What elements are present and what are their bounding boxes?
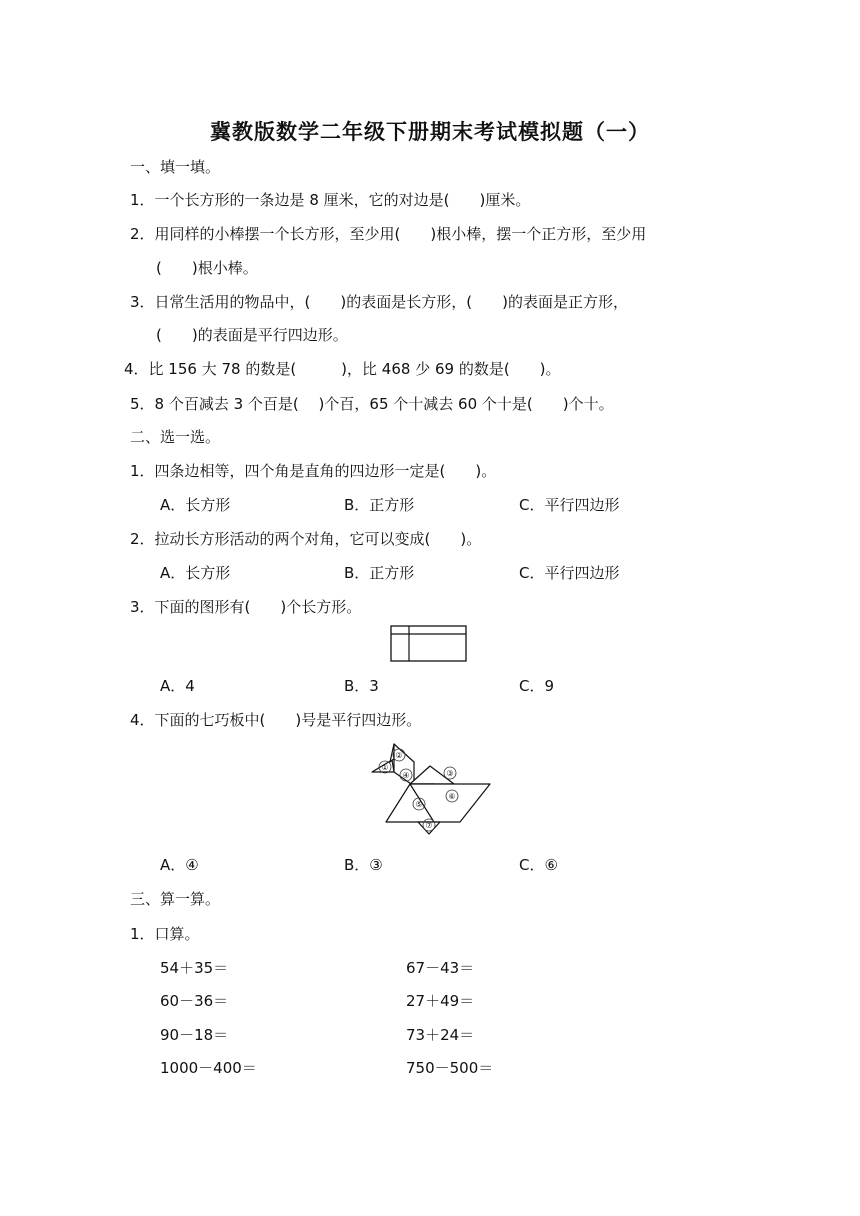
option-2-2-b: B．正方形: [344, 564, 415, 582]
option-2-1-a: A．长方形: [160, 496, 231, 514]
rectangle-figure: [389, 624, 469, 664]
option-2-3-a: A．4: [160, 677, 195, 695]
section-heading-calc: 三、算一算。: [130, 890, 221, 908]
tangram-piece-label: ①: [381, 763, 389, 772]
tangram-piece-label: ②: [395, 751, 403, 760]
option-2-3-c: C．9: [519, 677, 555, 695]
question-1-2-line-1: 2．用同样的小棒摆一个长方形，至少用( )根小棒，摆一个正方形，至少用: [130, 225, 647, 243]
option-2-4-c: C．⑥: [519, 856, 558, 874]
calc-item: 54＋35＝: [160, 959, 229, 977]
calc-item: 90－18＝: [160, 1026, 229, 1044]
calc-item: 73＋24＝: [406, 1026, 475, 1044]
section-heading-fill: 一、填一填。: [130, 158, 221, 176]
calc-item: 750－500＝: [406, 1059, 494, 1077]
tangram-piece-label: ⑥: [448, 792, 456, 801]
option-2-2-c: C．平行四边形: [519, 564, 620, 582]
tangram-figure: [368, 740, 493, 840]
calc-item: 67－43＝: [406, 959, 475, 977]
question-1-3-line-1: 3．日常生活用的物品中，( )的表面是长方形，( )的表面是正方形，: [130, 293, 628, 311]
option-2-3-b: B．3: [344, 677, 379, 695]
option-2-4-a: A．④: [160, 856, 199, 874]
question-2-2: 2．拉动长方形活动的两个对角，它可以变成( )。: [130, 530, 482, 548]
question-1-4: 4．比 156 大 78 的数是( )，比 468 少 69 的数是( )。: [124, 360, 561, 378]
question-2-4: 4．下面的七巧板中( )号是平行四边形。: [130, 711, 422, 729]
option-2-2-a: A．长方形: [160, 564, 231, 582]
question-3-1: 1．口算。: [130, 925, 200, 943]
calc-item: 27＋49＝: [406, 992, 475, 1010]
tangram-piece-label: ⑤: [415, 800, 423, 809]
tangram-piece-label: ③: [446, 769, 454, 778]
calc-item: 60－36＝: [160, 992, 229, 1010]
question-1-5: 5．8 个百减去 3 个百是( )个百，65 个十减去 60 个十是( )个十。: [130, 395, 614, 413]
option-2-1-b: B．正方形: [344, 496, 415, 514]
question-1-3-line-2: ( )的表面是平行四边形。: [156, 326, 348, 344]
calc-item: 1000－400＝: [160, 1059, 257, 1077]
question-2-3: 3．下面的图形有( )个长方形。: [130, 598, 362, 616]
question-2-1: 1．四条边相等，四个角是直角的四边形一定是( )。: [130, 462, 497, 480]
section-heading-choose: 二、选一选。: [130, 428, 221, 446]
question-1-1: 1．一个长方形的一条边是 8 厘米，它的对边是( )厘米。: [130, 191, 531, 209]
tangram-piece-label: ⑦: [425, 821, 433, 830]
page-title: 冀教版数学二年级下册期末考试模拟题（一）: [210, 120, 650, 144]
tangram-piece-label: ④: [402, 771, 410, 780]
option-2-4-b: B．③: [344, 856, 383, 874]
option-2-1-c: C．平行四边形: [519, 496, 620, 514]
question-1-2-line-2: ( )根小棒。: [156, 259, 258, 277]
